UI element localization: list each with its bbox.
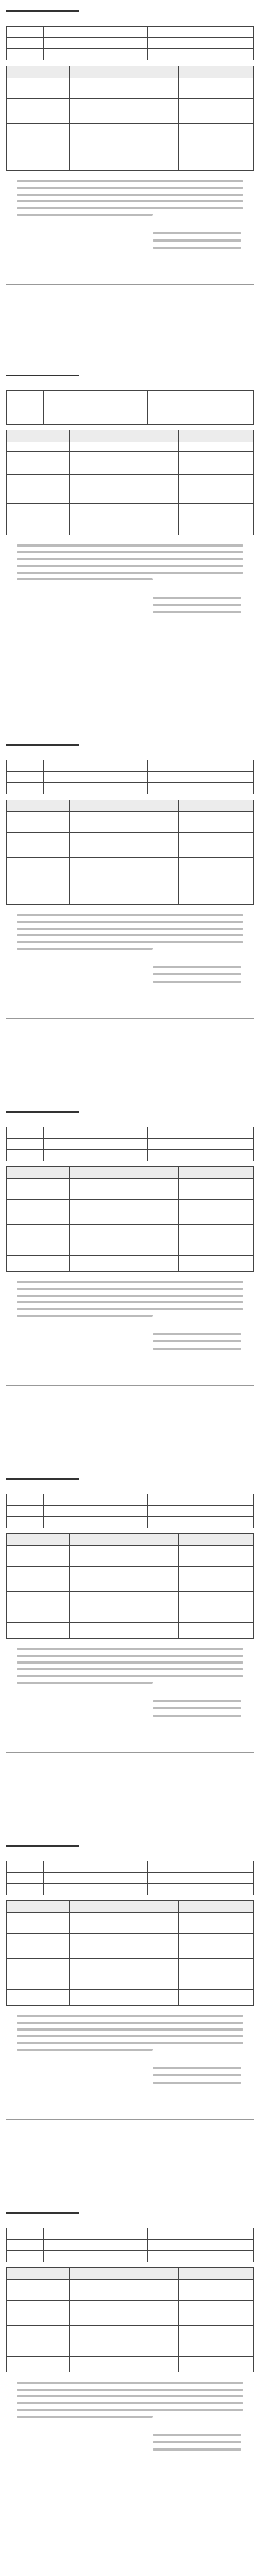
col-divider bbox=[69, 2268, 70, 2372]
text-line bbox=[17, 544, 243, 547]
text-line bbox=[17, 565, 243, 567]
col-divider bbox=[43, 760, 44, 794]
checklist-header bbox=[6, 800, 254, 812]
title-marker bbox=[6, 1845, 79, 1847]
text-line bbox=[17, 200, 243, 202]
checklist-header bbox=[6, 66, 254, 78]
form-title bbox=[6, 3, 254, 23]
text-line bbox=[17, 1661, 243, 1664]
col-divider bbox=[69, 1901, 70, 2005]
checklist-header bbox=[6, 1533, 254, 1546]
form-title bbox=[6, 737, 254, 757]
row-divider bbox=[7, 474, 253, 475]
signature-block bbox=[153, 1333, 241, 1355]
text-line bbox=[17, 928, 243, 930]
text-line bbox=[17, 921, 243, 923]
row-divider bbox=[7, 2250, 253, 2251]
text-line bbox=[17, 2042, 243, 2044]
text-line bbox=[17, 1655, 243, 1657]
footnote-rule bbox=[6, 1018, 254, 1019]
text-line bbox=[17, 1315, 153, 1317]
form-title bbox=[6, 1471, 254, 1491]
consent-form bbox=[6, 3, 254, 362]
checklist-header bbox=[6, 1900, 254, 1913]
text-line bbox=[153, 1715, 241, 1717]
text-line bbox=[153, 604, 241, 606]
text-line bbox=[17, 2416, 153, 2418]
text-line bbox=[17, 2049, 153, 2051]
form-title bbox=[6, 1104, 254, 1124]
row-divider bbox=[7, 1516, 253, 1517]
text-line bbox=[153, 597, 241, 599]
row-divider bbox=[7, 1566, 253, 1567]
row-divider bbox=[7, 451, 253, 452]
col-divider bbox=[43, 27, 44, 60]
text-line bbox=[153, 1707, 241, 1709]
col-divider bbox=[147, 760, 148, 794]
col-divider bbox=[147, 2228, 148, 2262]
form-title bbox=[6, 2205, 254, 2225]
text-line bbox=[153, 2434, 241, 2436]
col-divider bbox=[178, 2268, 179, 2372]
signature-block bbox=[153, 966, 241, 988]
col-divider bbox=[178, 430, 179, 535]
text-line bbox=[153, 966, 241, 968]
row-divider bbox=[7, 2300, 253, 2301]
row-divider bbox=[7, 37, 253, 38]
checklist-table bbox=[6, 430, 254, 535]
title-marker bbox=[6, 10, 79, 12]
signature-block bbox=[153, 1700, 241, 1722]
checklist-table bbox=[6, 1900, 254, 2006]
col-divider bbox=[43, 2228, 44, 2262]
title-marker bbox=[6, 2212, 79, 2214]
text-line bbox=[17, 941, 243, 943]
text-line bbox=[17, 1295, 243, 1297]
title-marker bbox=[6, 1111, 79, 1113]
text-line bbox=[17, 2015, 243, 2017]
row-divider bbox=[7, 1138, 253, 1139]
row-divider bbox=[7, 782, 253, 783]
col-divider bbox=[178, 1901, 179, 2005]
col-divider bbox=[178, 66, 179, 170]
text-line bbox=[17, 2389, 243, 2391]
col-divider bbox=[147, 1127, 148, 1161]
text-line bbox=[17, 187, 243, 189]
footnote-rule bbox=[6, 284, 254, 285]
col-divider bbox=[69, 1534, 70, 1638]
text-line bbox=[153, 247, 241, 249]
consent-form bbox=[6, 737, 254, 1096]
footnote-rule bbox=[6, 2119, 254, 2120]
checklist-table bbox=[6, 800, 254, 905]
row-divider bbox=[7, 832, 253, 833]
statement-paragraph bbox=[17, 1281, 243, 1322]
row-divider bbox=[7, 1933, 253, 1934]
col-divider bbox=[178, 1534, 179, 1638]
text-line bbox=[153, 2067, 241, 2069]
col-divider bbox=[43, 1861, 44, 1895]
info-table bbox=[6, 1494, 254, 1528]
text-line bbox=[153, 1700, 241, 1702]
row-divider bbox=[7, 1883, 253, 1884]
row-divider bbox=[7, 771, 253, 772]
row-divider bbox=[7, 48, 253, 49]
checklist-header bbox=[6, 1166, 254, 1179]
text-line bbox=[17, 2022, 243, 2024]
text-line bbox=[153, 2082, 241, 2084]
text-line bbox=[17, 2402, 243, 2404]
row-divider bbox=[7, 1591, 253, 1592]
text-line bbox=[17, 1288, 243, 1290]
consent-form bbox=[6, 2205, 254, 2564]
info-table bbox=[6, 26, 254, 60]
row-divider bbox=[7, 123, 253, 124]
text-line bbox=[17, 2028, 243, 2031]
text-line bbox=[17, 2409, 243, 2411]
text-line bbox=[17, 1668, 243, 1670]
col-divider bbox=[147, 1494, 148, 1528]
form-title bbox=[6, 1838, 254, 1858]
col-divider bbox=[147, 391, 148, 424]
text-line bbox=[17, 551, 243, 553]
row-divider bbox=[7, 2356, 253, 2357]
text-line bbox=[153, 1340, 241, 1342]
footnote-rule bbox=[6, 1385, 254, 1386]
statement-paragraph bbox=[17, 1648, 243, 1689]
checklist-header bbox=[6, 2267, 254, 2280]
text-line bbox=[17, 214, 153, 216]
consent-form bbox=[6, 1104, 254, 1463]
text-line bbox=[17, 207, 243, 209]
text-line bbox=[153, 2441, 241, 2443]
text-line bbox=[17, 948, 153, 950]
footnote-rule bbox=[6, 1752, 254, 1753]
text-line bbox=[17, 2035, 243, 2037]
text-line bbox=[153, 1348, 241, 1350]
text-line bbox=[17, 1301, 243, 1303]
text-line bbox=[153, 1333, 241, 1335]
text-line bbox=[17, 180, 243, 182]
text-line bbox=[17, 558, 243, 560]
row-divider bbox=[7, 1224, 253, 1225]
text-line bbox=[17, 572, 243, 574]
row-divider bbox=[7, 1622, 253, 1623]
text-line bbox=[17, 1308, 243, 1310]
statement-paragraph bbox=[17, 914, 243, 955]
text-line bbox=[153, 981, 241, 983]
col-divider bbox=[178, 1167, 179, 1271]
checklist-table bbox=[6, 66, 254, 171]
text-line bbox=[17, 1682, 153, 1684]
signature-block bbox=[153, 2067, 241, 2089]
statement-paragraph bbox=[17, 180, 243, 221]
text-line bbox=[17, 2382, 243, 2384]
text-line bbox=[17, 194, 243, 196]
checklist-table bbox=[6, 1533, 254, 1639]
row-divider bbox=[7, 1255, 253, 1256]
checklist-table bbox=[6, 1166, 254, 1272]
info-table bbox=[6, 1861, 254, 1895]
info-table bbox=[6, 390, 254, 425]
row-divider bbox=[7, 1505, 253, 1506]
col-divider bbox=[147, 1861, 148, 1895]
consent-form bbox=[6, 1471, 254, 1830]
checklist-header bbox=[6, 430, 254, 442]
statement-paragraph bbox=[17, 2015, 243, 2055]
row-divider bbox=[7, 1958, 253, 1959]
row-divider bbox=[7, 857, 253, 858]
text-line bbox=[17, 1675, 243, 1677]
text-line bbox=[17, 1281, 243, 1283]
text-line bbox=[17, 934, 243, 936]
row-divider bbox=[7, 1149, 253, 1150]
col-divider bbox=[69, 66, 70, 170]
col-divider bbox=[69, 430, 70, 535]
col-divider bbox=[43, 1494, 44, 1528]
text-line bbox=[17, 914, 243, 916]
col-divider bbox=[69, 1167, 70, 1271]
row-divider bbox=[7, 503, 253, 504]
text-line bbox=[17, 2395, 243, 2397]
text-line bbox=[153, 973, 241, 975]
col-divider bbox=[178, 800, 179, 904]
col-divider bbox=[147, 27, 148, 60]
text-line bbox=[17, 1648, 243, 1650]
row-divider bbox=[7, 2325, 253, 2326]
text-line bbox=[153, 2074, 241, 2076]
row-divider bbox=[7, 1199, 253, 1200]
title-marker bbox=[6, 744, 79, 746]
signature-block bbox=[153, 597, 241, 618]
info-table bbox=[6, 2228, 254, 2262]
signature-block bbox=[153, 232, 241, 254]
text-line bbox=[153, 611, 241, 613]
title-marker bbox=[6, 375, 79, 376]
checklist-table bbox=[6, 2267, 254, 2372]
text-line bbox=[153, 232, 241, 234]
title-marker bbox=[6, 1478, 79, 1480]
row-divider bbox=[7, 1989, 253, 1990]
col-divider bbox=[43, 1127, 44, 1161]
text-line bbox=[153, 2448, 241, 2451]
info-table bbox=[6, 1127, 254, 1161]
col-divider bbox=[43, 391, 44, 424]
consent-form bbox=[6, 1838, 254, 2197]
statement-paragraph bbox=[17, 2382, 243, 2422]
statement-paragraph bbox=[17, 544, 243, 585]
row-divider bbox=[7, 1872, 253, 1873]
info-table bbox=[6, 760, 254, 794]
text-line bbox=[17, 578, 153, 580]
row-divider bbox=[7, 98, 253, 99]
text-line bbox=[153, 239, 241, 242]
form-title bbox=[6, 367, 254, 387]
consent-form bbox=[6, 367, 254, 727]
col-divider bbox=[69, 800, 70, 904]
signature-block bbox=[153, 2434, 241, 2456]
row-divider bbox=[7, 2239, 253, 2240]
